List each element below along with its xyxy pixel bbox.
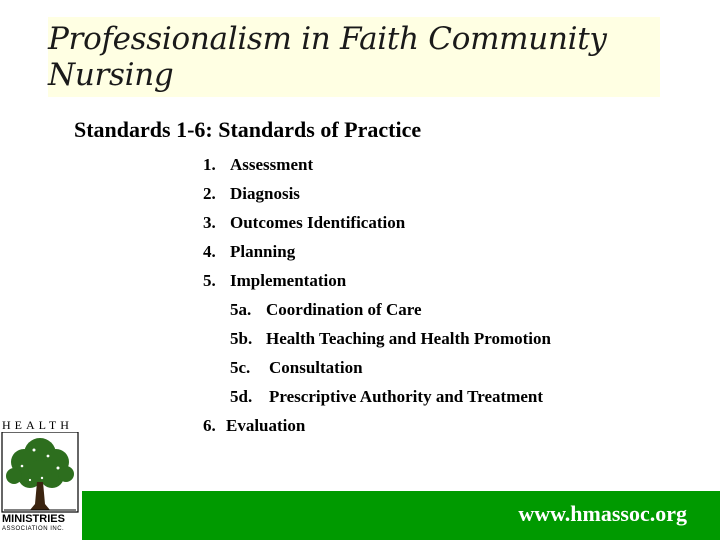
list-item [203, 266, 551, 295]
logo-small-text: ASSOCIATION INC. [2, 526, 65, 532]
item-number: 4. [203, 242, 216, 261]
list-item [203, 179, 551, 208]
sub-list-item [203, 353, 551, 382]
item-label: Assessment [230, 155, 314, 174]
item-number: 6. [203, 416, 216, 435]
item-label: Diagnosis [230, 184, 300, 203]
item-label: Consultation [269, 358, 363, 377]
slide-subtitle: Standards 1-6: Standards of Practice [74, 117, 422, 142]
item-label: Coordination of Care [266, 300, 422, 319]
tree-icon [0, 432, 80, 514]
logo-bottom-text: MINISTRIES [2, 513, 65, 525]
item-number: 3. [203, 213, 216, 232]
slide-title: Professionalism in Faith Community Nursing [48, 21, 607, 93]
item-number: 1. [203, 155, 216, 174]
list-item [203, 237, 551, 266]
standards-list [203, 150, 551, 440]
logo-top-text: HEALTH [2, 418, 73, 432]
item-label: Outcomes Identification [230, 213, 406, 232]
item-number: 5d. [230, 387, 253, 406]
item-label: Implementation [230, 271, 347, 290]
list-item [203, 208, 551, 237]
item-number: 5b. [230, 329, 253, 348]
health-ministries-logo [0, 418, 80, 540]
item-number: 5a. [230, 300, 252, 319]
item-label: Health Teaching and Health Promotion [266, 329, 551, 348]
item-label: Prescriptive Authority and Treatment [269, 387, 544, 406]
item-number: 2. [203, 184, 216, 203]
item-number: 5. [203, 271, 216, 290]
item-label: Planning [230, 242, 296, 261]
website-url: www.hmassoc.org [518, 501, 687, 526]
item-number: 5c. [230, 358, 251, 377]
sub-list-item [203, 295, 551, 324]
sub-list-item [203, 382, 551, 411]
title-banner [48, 17, 660, 97]
list-item [203, 150, 551, 179]
sub-list-item [203, 324, 551, 353]
item-label: Evaluation [226, 416, 306, 435]
list-item [203, 411, 551, 440]
